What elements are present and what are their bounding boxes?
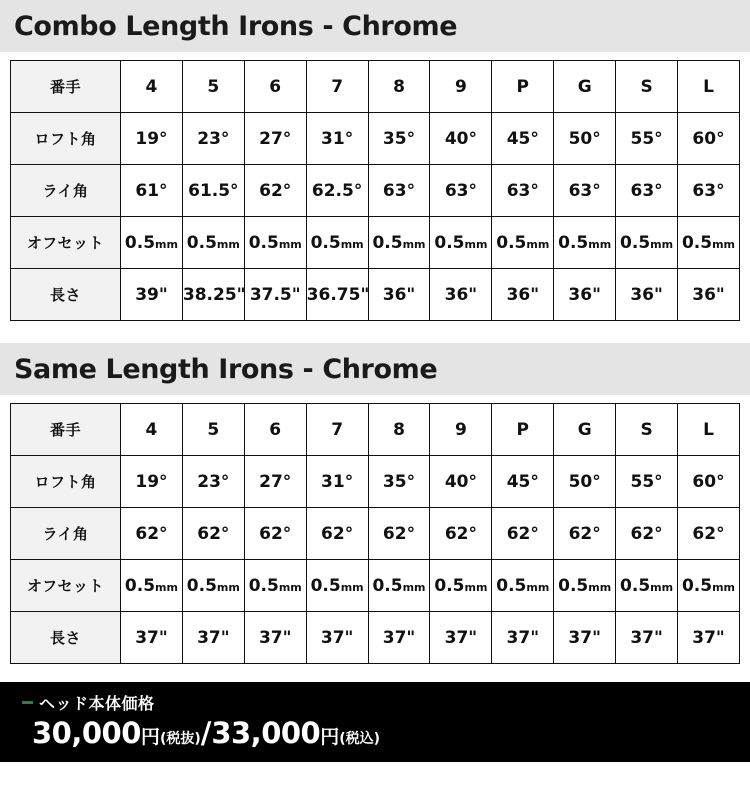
cell-offset (554, 217, 616, 269)
price-incl-tax-note: (税込) (339, 731, 381, 747)
section-title: Combo Length Irons - Chrome (14, 10, 458, 42)
cell-lie: 63° (368, 165, 430, 217)
cell-loft: 50° (554, 456, 616, 508)
cell-offset (492, 217, 554, 269)
offset-unit: mm (278, 237, 302, 251)
cell-club: G (554, 404, 616, 456)
cell-loft: 50° (554, 113, 616, 165)
row-label-lie: ライ角 (11, 165, 121, 217)
cell-lie: 63° (678, 165, 740, 217)
cell-offset (182, 560, 244, 612)
price-excl-tax-amount: 30,000 (32, 716, 141, 750)
offset-value: 0.5 (434, 575, 465, 596)
cell-lie: 62° (368, 508, 430, 560)
offset-value: 0.5 (558, 575, 589, 596)
cell-lie: 63° (554, 165, 616, 217)
cell-club: 9 (430, 404, 492, 456)
row-label-offset: オフセット (11, 560, 121, 612)
cell-club: S (616, 61, 678, 113)
offset-value: 0.5 (310, 575, 341, 596)
cell-lie: 62° (244, 508, 306, 560)
cell-length: 37" (492, 612, 554, 664)
cell-lie: 63° (616, 165, 678, 217)
cell-lie: 62° (182, 508, 244, 560)
price-excl-tax-yen: 円 (140, 726, 160, 748)
price-label: ヘッド本体価格 (39, 694, 155, 713)
cell-offset (616, 217, 678, 269)
cell-loft: 27° (244, 113, 306, 165)
table-row-offset (11, 560, 740, 612)
table-row-loft (11, 113, 740, 165)
offset-value: 0.5 (248, 232, 279, 253)
cell-club: L (678, 404, 740, 456)
cell-length: 37" (430, 612, 492, 664)
cell-offset (430, 217, 492, 269)
cell-loft: 27° (244, 456, 306, 508)
cell-club: 6 (244, 61, 306, 113)
offset-unit: mm (588, 237, 612, 251)
cell-length: 37" (121, 612, 183, 664)
row-label-club-number: 番手 (11, 404, 121, 456)
cell-length: 38.25" (182, 269, 244, 321)
price-incl-tax-yen: 円 (320, 726, 340, 748)
cell-lie: 62° (616, 508, 678, 560)
cell-offset (244, 560, 306, 612)
offset-value: 0.5 (372, 232, 403, 253)
offset-unit: mm (155, 237, 178, 251)
cell-loft: 55° (616, 456, 678, 508)
table-row-lie (11, 508, 740, 560)
price-incl-tax-amount: 33,000 (211, 716, 321, 750)
cell-loft: 45° (492, 456, 554, 508)
offset-unit: mm (278, 580, 302, 594)
cell-lie: 63° (430, 165, 492, 217)
cell-lie: 62° (121, 508, 183, 560)
offset-value: 0.5 (186, 575, 217, 596)
cell-loft: 35° (368, 113, 430, 165)
offset-unit: mm (216, 237, 240, 251)
cell-club: 7 (306, 61, 368, 113)
cell-offset (182, 217, 244, 269)
price-excl-tax-note: (税抜) (159, 731, 201, 747)
cell-lie: 61° (121, 165, 183, 217)
table-row-club-number (11, 404, 740, 456)
cell-lie: 62.5° (306, 165, 368, 217)
cell-club: 7 (306, 404, 368, 456)
cell-length: 37" (306, 612, 368, 664)
offset-value: 0.5 (496, 575, 527, 596)
offset-unit: mm (340, 580, 364, 594)
cell-length: 36" (368, 269, 430, 321)
cell-club: 4 (121, 404, 183, 456)
cell-length: 37" (182, 612, 244, 664)
cell-club: L (678, 61, 740, 113)
cell-lie: 62° (554, 508, 616, 560)
cell-club: 5 (182, 404, 244, 456)
cell-club: P (492, 61, 554, 113)
offset-value: 0.5 (124, 575, 156, 596)
cell-loft: 45° (492, 113, 554, 165)
cell-length: 36" (678, 269, 740, 321)
row-label-club-number: 番手 (11, 61, 121, 113)
offset-unit: mm (216, 580, 240, 594)
row-label-loft: ロフト角 (11, 113, 121, 165)
cell-loft: 35° (368, 456, 430, 508)
cell-loft: 55° (616, 113, 678, 165)
cell-offset (554, 560, 616, 612)
table-row-length (11, 612, 740, 664)
cell-loft: 23° (182, 456, 244, 508)
cell-loft: 31° (306, 113, 368, 165)
offset-unit: mm (402, 237, 426, 251)
cell-club: 6 (244, 404, 306, 456)
cell-club: 5 (182, 61, 244, 113)
cell-length: 37" (616, 612, 678, 664)
spec-table-wrapper-same (0, 403, 750, 664)
price-separator: / (200, 716, 212, 750)
offset-value: 0.5 (620, 232, 651, 253)
cell-length: 37.5" (244, 269, 306, 321)
table-row-lie (11, 165, 740, 217)
cell-length: 36" (616, 269, 678, 321)
cell-offset (306, 560, 368, 612)
cell-loft: 19° (121, 456, 183, 508)
offset-value: 0.5 (620, 575, 651, 596)
offset-unit: mm (340, 237, 364, 251)
cell-loft: 60° (678, 113, 740, 165)
table-row-offset (11, 217, 740, 269)
cell-length: 36" (430, 269, 492, 321)
offset-value: 0.5 (681, 575, 713, 596)
cell-length: 37" (678, 612, 740, 664)
row-label-offset: オフセット (11, 217, 121, 269)
cell-offset (678, 560, 740, 612)
cell-club: 4 (121, 61, 183, 113)
cell-lie: 62° (492, 508, 554, 560)
cell-lie: 62° (430, 508, 492, 560)
cell-club: 8 (368, 404, 430, 456)
offset-unit: mm (464, 237, 488, 251)
offset-value: 0.5 (310, 232, 341, 253)
offset-unit: mm (588, 580, 612, 594)
cell-length: 36" (492, 269, 554, 321)
cell-offset (368, 217, 430, 269)
cell-length: 37" (244, 612, 306, 664)
offset-value: 0.5 (248, 575, 279, 596)
cell-lie: 63° (492, 165, 554, 217)
offset-value: 0.5 (558, 232, 589, 253)
offset-unit: mm (402, 580, 426, 594)
price-block (0, 682, 750, 762)
cell-club: G (554, 61, 616, 113)
cell-loft: 31° (306, 456, 368, 508)
cell-club: P (492, 404, 554, 456)
cell-club: 8 (368, 61, 430, 113)
cell-loft: 19° (121, 113, 183, 165)
offset-value: 0.5 (681, 232, 713, 253)
cell-loft: 40° (430, 456, 492, 508)
table-row-loft (11, 456, 740, 508)
dash-marker-icon (22, 701, 33, 704)
offset-unit: mm (712, 237, 736, 251)
row-label-loft: ロフト角 (11, 456, 121, 508)
spec-table-combo-length (10, 60, 740, 321)
offset-unit: mm (464, 580, 488, 594)
section-heading-combo-length (0, 0, 750, 52)
cell-loft: 23° (182, 113, 244, 165)
price-value-row (0, 716, 750, 750)
cell-length: 37" (554, 612, 616, 664)
cell-length: 36.75" (306, 269, 368, 321)
cell-offset (121, 560, 183, 612)
cell-lie: 62° (678, 508, 740, 560)
spec-table-wrapper-combo (0, 60, 750, 321)
cell-club: S (616, 404, 678, 456)
section-title: Same Length Irons - Chrome (14, 353, 438, 385)
cell-lie: 61.5° (182, 165, 244, 217)
cell-offset (121, 217, 183, 269)
cell-offset (492, 560, 554, 612)
cell-loft: 40° (430, 113, 492, 165)
offset-unit: mm (712, 580, 736, 594)
cell-offset (244, 217, 306, 269)
offset-unit: mm (650, 237, 674, 251)
cell-length: 37" (368, 612, 430, 664)
cell-loft: 60° (678, 456, 740, 508)
table-row-length (11, 269, 740, 321)
offset-value: 0.5 (372, 575, 403, 596)
offset-unit: mm (526, 237, 550, 251)
cell-offset (430, 560, 492, 612)
cell-offset (678, 217, 740, 269)
row-label-lie: ライ角 (11, 508, 121, 560)
cell-offset (368, 560, 430, 612)
section-heading-same-length (0, 343, 750, 395)
cell-length: 36" (554, 269, 616, 321)
cell-offset (616, 560, 678, 612)
cell-offset (306, 217, 368, 269)
row-label-length: 長さ (11, 612, 121, 664)
offset-value: 0.5 (434, 232, 465, 253)
cell-length: 39" (121, 269, 183, 321)
table-row-club-number (11, 61, 740, 113)
cell-club: 9 (430, 61, 492, 113)
spec-table-same-length (10, 403, 740, 664)
cell-lie: 62° (244, 165, 306, 217)
offset-value: 0.5 (496, 232, 527, 253)
offset-unit: mm (650, 580, 674, 594)
offset-value: 0.5 (186, 232, 217, 253)
offset-value: 0.5 (124, 232, 156, 253)
section-divider-space (0, 321, 750, 343)
price-label-row (0, 691, 750, 714)
row-label-length: 長さ (11, 269, 121, 321)
offset-unit: mm (526, 580, 550, 594)
offset-unit: mm (155, 580, 178, 594)
cell-lie: 62° (306, 508, 368, 560)
